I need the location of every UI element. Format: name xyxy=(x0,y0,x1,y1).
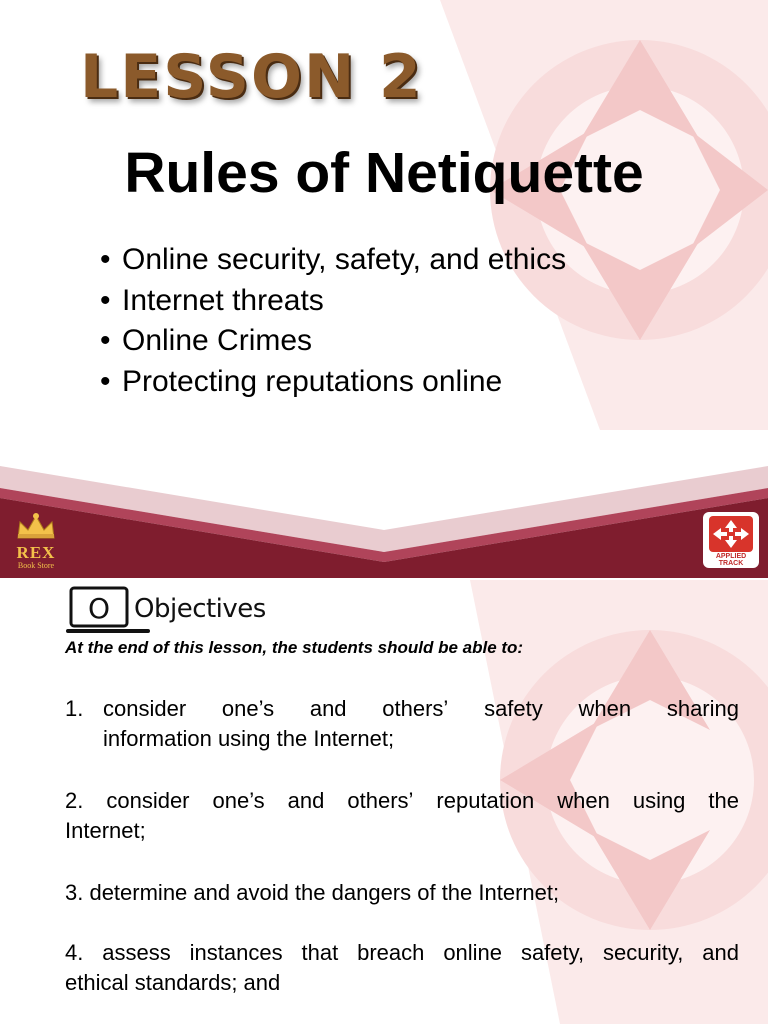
topic-item: • Internet threats xyxy=(100,283,324,317)
objective-line: consider one’s and others’ safety when sharing xyxy=(103,696,739,721)
objectives-icon-letter: O xyxy=(87,592,111,625)
objective-item-1 xyxy=(65,694,739,754)
objective-item-2 xyxy=(65,786,739,846)
objective-line: 2. consider one’s and others’ reputation when using the xyxy=(65,788,739,813)
objective-line: 4. assess instances that breach online safety, security, and xyxy=(65,940,739,965)
topic-item: • Online security, safety, and ethics xyxy=(100,243,567,276)
rex-bookstore-logo xyxy=(8,512,64,572)
objective-line: ethical standards; and xyxy=(65,970,281,995)
topic-item: • Protecting reputations online xyxy=(100,364,503,398)
page-title: Rules of Netiquette xyxy=(124,141,644,205)
objective-number: 1. xyxy=(65,696,84,721)
objective-item-4 xyxy=(65,938,739,998)
lesson-label: LESSON 2 xyxy=(80,42,423,112)
topic-item: • Online Crimes xyxy=(100,324,313,357)
objectives-intro: At the end of this lesson, the students should be able to: xyxy=(65,638,524,657)
rex-logo-subtext: Book Store xyxy=(17,561,55,570)
applied-track-logo xyxy=(703,512,759,568)
applied-track-emblem-icon xyxy=(703,514,759,554)
crown-icon xyxy=(14,512,58,540)
objective-line: information using the Internet; xyxy=(103,726,395,751)
rex-logo-text: REX xyxy=(16,543,56,562)
objective-item-3: 3. determine and avoid the dangers of the Internet; xyxy=(65,880,560,905)
topic-list xyxy=(100,240,566,402)
objectives-heading: Objectives xyxy=(134,594,266,624)
applied-track-logo-text: APPLIED TRACK xyxy=(715,553,747,567)
objective-line: Internet; xyxy=(65,818,146,843)
